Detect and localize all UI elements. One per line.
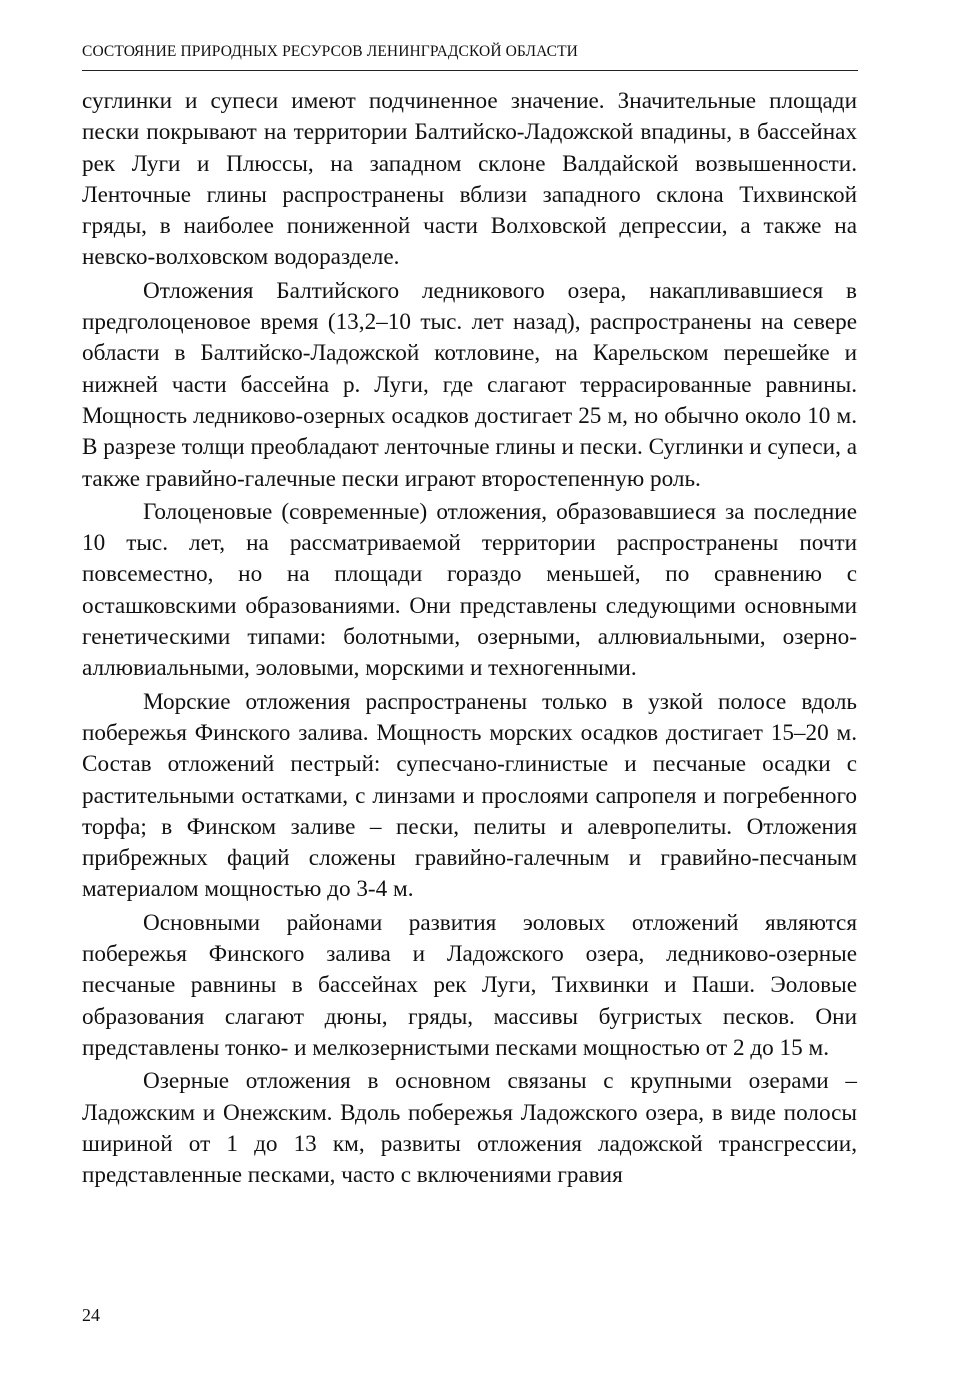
paragraph-marine-deposits: Морские отложения распространены только в узкой полосе вдоль побережья Финского залива. Мощность морских осадков достигает 15–20 м. Состав отложений пестрый: супесчано-глинистые и песчаные осадки с растительными остатками, с линзами и прослоями сапропеля и погребенного торфа; в Финском заливе – пески, пелиты и алевропелиты. Отложения прибрежных фаций сложены гравийно-галечным и гравийно-песчаным материалом мощностью до 3-4 м. xyxy=(82,688,857,903)
running-header: СОСТОЯНИЕ ПРИРОДНЫХ РЕСУРСОВ ЛЕНИНГРАДСКОЙ ОБЛАСТИ xyxy=(82,43,578,60)
paragraph-holocene-deposits: Голоценовые (современные) отложения, образовавшиеся за последние 10 тыс. лет, на рассматриваемой территории распространены почти повсеместно, но на площади гораздо меньшей, по сравнению с осташковскими образованиями. Они представлены следующими основными генетическими типами: болотными, озерными, аллювиальными, озерно-аллювиальными, эоловыми, морскими и техногенными. xyxy=(82,498,857,682)
paragraph-continued: суглинки и супеси имеют подчиненное значение. Значительные площади пески покрывают на территории Балтийско-Ладожской впадины, в бассейнах рек Луги и Плюссы, на западном склоне Валдайской возвышенности. Ленточные глины распространены вблизи западного склона Тихвинской гряды, в наиболее пониженной части Волховской депрессии, а также на невско-волховском водоразделе. xyxy=(82,88,857,271)
page-number: 24 xyxy=(82,1305,100,1325)
page-body xyxy=(82,86,857,1193)
header-divider xyxy=(82,70,858,71)
paragraph-lake-deposits: Озерные отложения в основном связаны с крупными озерами – Ладожским и Онежским. Вдоль побережья Ладожского озера, в виде полосы шириной от 1 до 13 км, развиты отложения ладожской трансгрессии, представленные песками, часто с включениями гравия xyxy=(82,1068,857,1189)
paragraph-baltic-glacial-lake: Отложения Балтийского ледникового озера, накапливавшиеся в предголоценовое время (13,2–10 тыс. лет назад), распространены на севере области в Балтийско-Ладожской котловине, на Карельском перешейке и нижней части бассейна р. Луги, где слагают террасированные равнины. Мощность ледниково-озерных осадков достигает 25 м, но обычно около 10 м. В разрезе толщи преобладают ленточные глины и пески. Суглинки и супеси, а также гравийно-галечные пески играют второстепенную роль. xyxy=(82,277,857,492)
paragraph-aeolian-deposits: Основными районами развития эоловых отложений являются побережья Финского залива и Ладожского озера, ледниково-озерные песчаные равнины в бассейнах рек Луги, Тихвинки и Паши. Эоловые образования слагают дюны, гряды, массивы бугристых песков. Они представлены тонко- и мелкозернистыми песками мощностью от 2 до 15 м. xyxy=(82,909,857,1061)
